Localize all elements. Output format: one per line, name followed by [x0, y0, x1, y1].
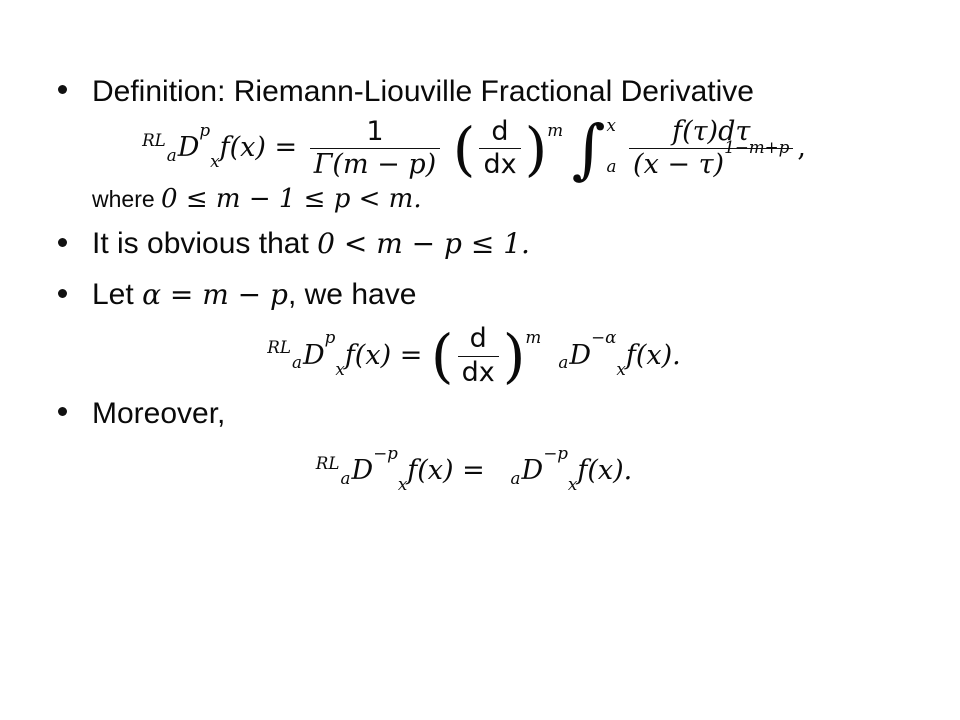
- eq2-superscript: p: [324, 327, 336, 348]
- eq2-rhs-superscript: −α: [591, 327, 617, 348]
- eq1-equals: =: [274, 132, 298, 164]
- eq3-superscript: −p: [373, 442, 398, 463]
- eq2-rhs-operator: D: [569, 339, 592, 371]
- eq3-function: f(x): [407, 454, 454, 486]
- eq2-rhs-function: f(x).: [625, 339, 681, 371]
- eq1-integral-sign-icon: ∫: [571, 111, 606, 187]
- eq1-gamma-fraction-numerator: 1: [310, 117, 440, 149]
- eq1-gamma-fraction-denominator: Γ(m − p): [313, 149, 437, 181]
- eq1-integrand-fraction: [629, 117, 793, 180]
- bullet-list-2: [48, 224, 900, 314]
- eq3-pre-subscript: a: [340, 467, 351, 488]
- eq1-subscript: x: [210, 151, 220, 172]
- bullet-list: [48, 72, 900, 111]
- eq2-left-paren: (: [430, 322, 454, 391]
- eq1-integrand-denominator: [629, 136, 793, 181]
- eq2-right-paren: ): [502, 322, 526, 391]
- eq2-derivative-fraction: [458, 324, 499, 387]
- where-math: 0 ≤ m − 1 ≤ p < m.: [161, 184, 422, 215]
- eq1-pre-superscript: RL: [142, 129, 166, 150]
- eq1-derivative-denominator: dx: [483, 149, 517, 181]
- bullet-let-text-after: , we have: [287, 278, 417, 312]
- eq1-derivative-exponent: m: [547, 119, 564, 140]
- eq1-integrand-denominator-exponent: 1−m+p: [724, 136, 790, 157]
- bullet-list-3: [48, 394, 900, 433]
- where-condition-line: [48, 184, 900, 214]
- eq2-pre-superscript: RL: [267, 337, 291, 358]
- bullet-obvious: [48, 224, 900, 263]
- eq1-integrand-denominator-base: (x − τ): [633, 149, 725, 181]
- eq1-integrand-numerator: f(τ)dτ: [629, 117, 793, 149]
- bullet-dot-icon: [58, 238, 67, 247]
- eq2-derivative-numerator: d: [458, 324, 499, 356]
- equation-rl-derivative-alpha: [48, 322, 900, 391]
- eq2-derivative-exponent: m: [525, 327, 542, 348]
- eq3-rhs-superscript: −p: [543, 442, 568, 463]
- eq3-rhs-function: f(x).: [577, 454, 633, 486]
- bullet-let-text-before: Let: [92, 278, 134, 312]
- bullet-obvious-text: It is obvious that: [92, 227, 309, 261]
- eq3-equals: =: [462, 454, 485, 486]
- eq1-integral-upper-limit: x: [606, 114, 616, 135]
- bullet-dot-icon: [58, 289, 67, 298]
- bullet-obvious-math: 0 < m − p ≤ 1.: [317, 227, 530, 261]
- eq1-superscript: p: [199, 119, 211, 140]
- eq1-operator: D: [177, 132, 200, 164]
- eq3-operator: D: [351, 454, 374, 486]
- eq2-rhs-subscript: x: [616, 358, 626, 379]
- eq1-right-paren: ): [524, 115, 548, 183]
- eq1-function: f(x): [219, 132, 266, 164]
- bullet-definition: [48, 72, 900, 111]
- eq1-integral-lower-limit: a: [606, 155, 617, 176]
- eq3-rhs-pre-subscript: a: [510, 467, 521, 488]
- bullet-definition-text: Definition: Riemann-Liouville Fractional Derivative: [92, 75, 754, 108]
- bullet-dot-icon: [58, 407, 67, 416]
- eq1-left-paren: (: [452, 115, 476, 183]
- eq2-rhs-pre-subscript: a: [558, 352, 569, 373]
- eq2-equals: =: [399, 339, 423, 371]
- eq3-rhs-subscript: x: [567, 474, 578, 494]
- eq1-derivative-numerator: d: [479, 117, 520, 149]
- bullet-moreover-text: Moreover,: [92, 396, 226, 430]
- equation-rl-derivative-definition: [48, 111, 900, 187]
- eq1-gamma-fraction: [310, 117, 440, 180]
- eq2-operator: D: [302, 339, 325, 371]
- where-label: where: [92, 186, 155, 213]
- eq1-pre-subscript: a: [166, 144, 177, 165]
- bullet-let: [48, 275, 900, 314]
- bullet-dot-icon: [58, 85, 67, 94]
- eq3-subscript: x: [397, 474, 408, 494]
- eq1-integral-limits: [606, 114, 617, 176]
- eq1-trailing-comma: ,: [797, 132, 806, 164]
- eq2-pre-subscript: a: [292, 352, 302, 373]
- eq1-derivative-fraction: [479, 117, 520, 180]
- eq2-subscript: x: [335, 358, 345, 379]
- bullet-moreover: [48, 394, 900, 433]
- equation-rl-integral-identity: [48, 442, 900, 494]
- eq2-derivative-denominator: dx: [461, 356, 495, 388]
- eq3-pre-superscript: RL: [315, 452, 340, 473]
- eq3-rhs-operator: D: [521, 454, 544, 486]
- bullet-let-math: α = m − p: [142, 278, 288, 312]
- eq2-function: f(x): [344, 339, 392, 371]
